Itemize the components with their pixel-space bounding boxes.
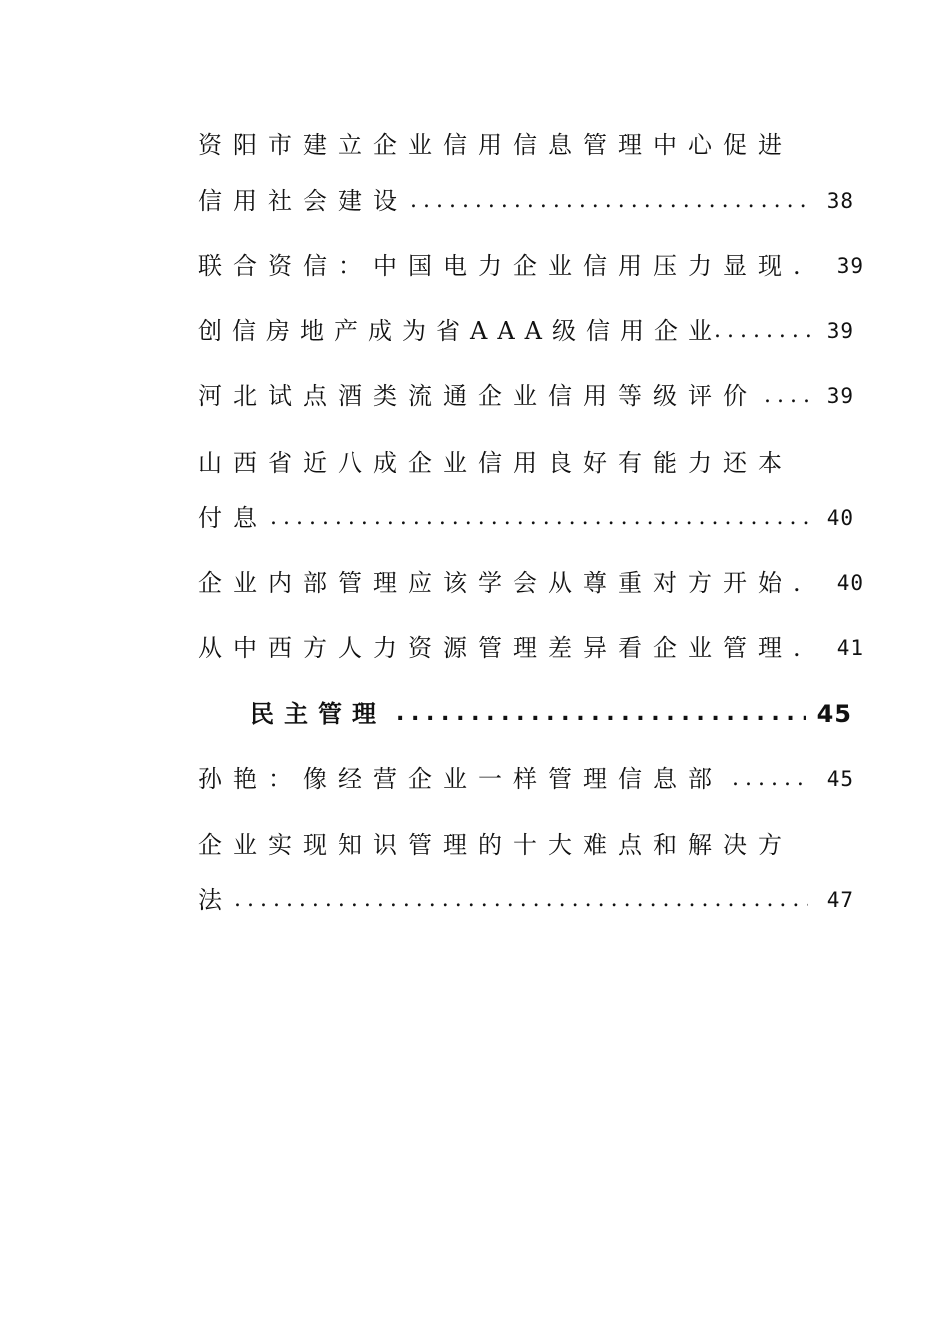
toc-entry-title: 法	[198, 886, 233, 914]
toc-entry-title: 从中西方人力资源管理差异看企业管理.	[198, 634, 812, 662]
toc-entry-title: 企业实现知识管理的十大难点和解决方	[198, 831, 793, 859]
toc-entry	[198, 628, 868, 668]
toc-entry-title: 付息	[198, 504, 268, 532]
toc-entry-title: 联合资信：中国电力企业信用压力显现.	[198, 252, 812, 280]
leader-dots	[410, 181, 808, 221]
toc-entry-title: 资阳市建立企业信用信息管理中心促进	[198, 131, 793, 159]
leader-dots	[234, 880, 808, 920]
toc-page-number: 45	[816, 700, 852, 728]
leader-dots	[764, 376, 808, 416]
toc-entry-title: 信用社会建设	[198, 187, 408, 215]
leader-dots	[714, 311, 810, 351]
toc-entry	[198, 246, 868, 286]
toc-entry	[198, 759, 868, 799]
toc-entry	[198, 498, 868, 538]
toc-entry-title: 企业内部管理应该学会从尊重对方开始.	[198, 569, 812, 597]
toc-section-title: 民主管理	[250, 700, 386, 728]
toc-page-number: 40	[826, 506, 854, 530]
toc-page-number: 39	[826, 384, 854, 408]
toc-page-number: 47	[826, 888, 854, 912]
toc-entry-title: 河北试点酒类流通企业信用等级评价	[198, 382, 758, 410]
leader-dots	[396, 694, 806, 734]
toc-entry	[198, 443, 868, 483]
toc-entry	[198, 376, 868, 416]
toc-entry-title: 孙艳：像经营企业一样管理信息部	[198, 765, 723, 793]
toc-page-number: 40	[836, 571, 864, 595]
toc-page-number: 45	[826, 767, 854, 791]
toc-entry	[198, 825, 868, 865]
leader-dots	[270, 498, 808, 538]
toc-entry	[198, 880, 868, 920]
toc-section-heading	[250, 694, 860, 734]
toc-page-number: 41	[836, 636, 864, 660]
toc-entry-title: 创信房地产成为省AAA级信用企业	[198, 317, 722, 345]
toc-entry	[198, 311, 868, 351]
toc-entry-title: 山西省近八成企业信用良好有能力还本	[198, 449, 793, 477]
toc-entry	[198, 181, 868, 221]
toc-entry	[198, 563, 868, 603]
leader-dots	[732, 759, 808, 799]
toc-page-number: 39	[826, 319, 854, 343]
toc-page-number: 39	[836, 254, 864, 278]
toc-entry	[198, 125, 868, 165]
toc-page-number: 38	[826, 189, 854, 213]
